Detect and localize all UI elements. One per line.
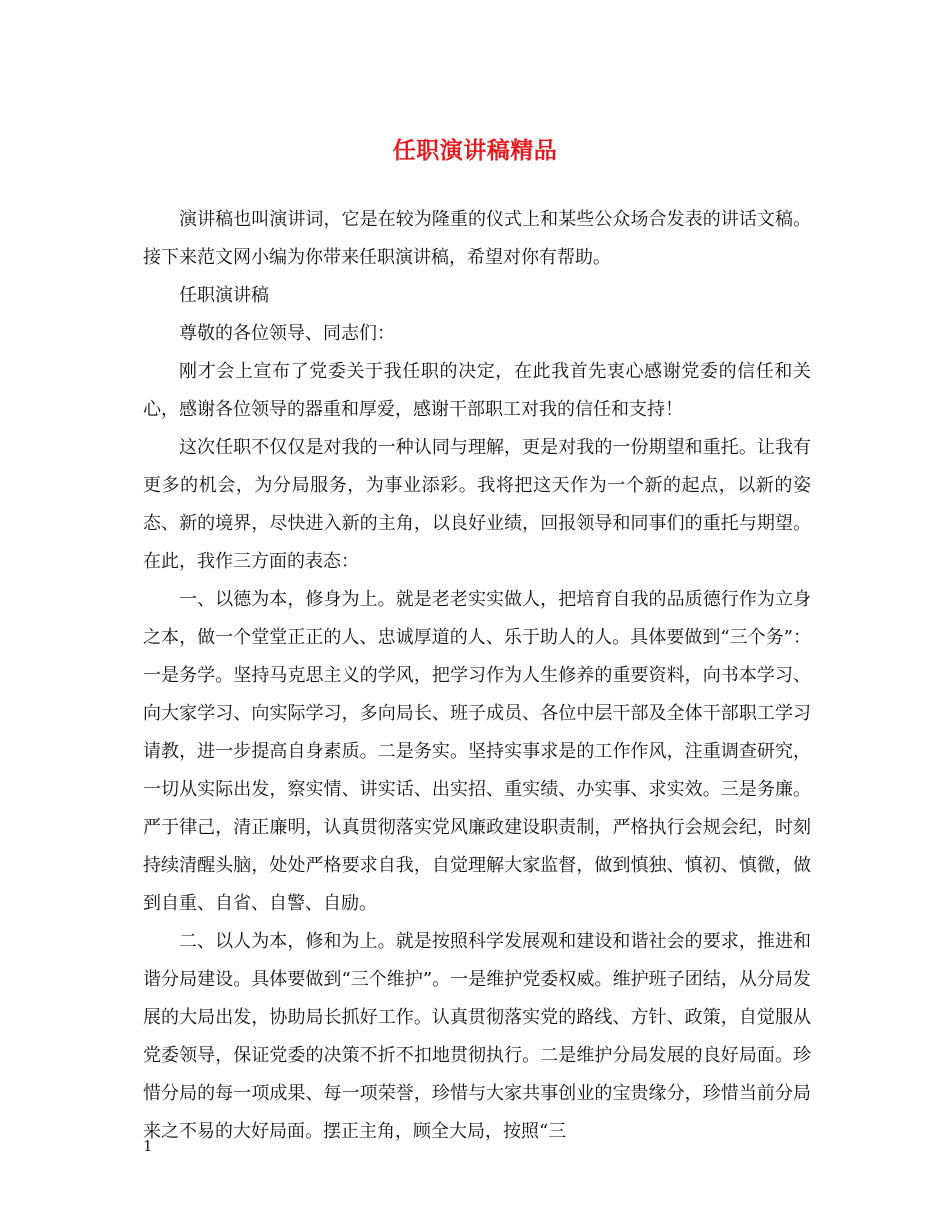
body-paragraph: 这次任职不仅仅是对我的一种认同与理解，更是对我的一份期望和重托。让我有更多的机会，为分局服务，为事业添彩。我将把这天作为一个新的起点，以新的姿态、新的境界，尽快进入新的主角，以良好业绩，回报领导和同事们的重托与期望。在此，我作三方面的表态： [143, 437, 811, 572]
document-title: 任职演讲稿精品 [392, 137, 558, 164]
document-body [143, 201, 811, 1151]
intro-paragraph: 演讲稿也叫演讲词，它是在较为隆重的仪式上和某些公众场合发表的讲话文稿。接下来范文网小编为你带来任职演讲稿，希望对你有帮助。 [143, 209, 811, 268]
body-paragraph: 刚才会上宣布了党委关于我任职的决定，在此我首先衷心感谢党委的信任和关心，感谢各位领导的器重和厚爱，感谢干部职工对我的信任和支持！ [143, 361, 811, 420]
salutation: 尊敬的各位领导、同志们： [179, 323, 395, 344]
page-number: 1 [143, 1137, 153, 1155]
body-paragraph: 一、以德为本，修身为上。就是老老实实做人，把培育自我的品质德行作为立身之本，做一个堂堂正正的人、忠诚厚道的人、乐于助人的人。具体要做到“三个务”：一是务学。坚持马克思主义的学风，把学习作为人生修养的重要资料，向书本学习、向大家学习、向实际学习，多向局长、班子成员、各位中层干部及全体干部职工学习请教，进一步提高自身素质。二是务实。坚持实事求是的工作作风，注重调查研究，一切从实际出发，察实情、讲实话、出实招、重实绩、办实事、求实效。三是务廉。严于律己，清正廉明，认真贯彻落实党风廉政建设职责制，严格执行会规会纪，时刻持续清醒头脑，处处严格要求自我，自觉理解大家监督，做到慎独、慎初、慎微，做到自重、自省、自警、自励。 [143, 589, 811, 914]
speech-heading: 任职演讲稿 [179, 285, 269, 306]
body-paragraph: 二、以人为本，修和为上。就是按照科学发展观和建设和谐社会的要求，推进和谐分局建设。具体要做到“三个维护”。一是维护党委权威。维护班子团结，从分局发展的大局出发，协助局长抓好工作。认真贯彻落实党的路线、方针、政策，自觉服从党委领导，保证党委的决策不折不扣地贯彻执行。二是维护分局发展的良好局面。珍惜分局的每一项成果、每一项荣誉，珍惜与大家共事创业的宝贵缘分，珍惜当前分局来之不易的大好局面。摆正主角，顾全大局，按照“三 [143, 931, 811, 1142]
